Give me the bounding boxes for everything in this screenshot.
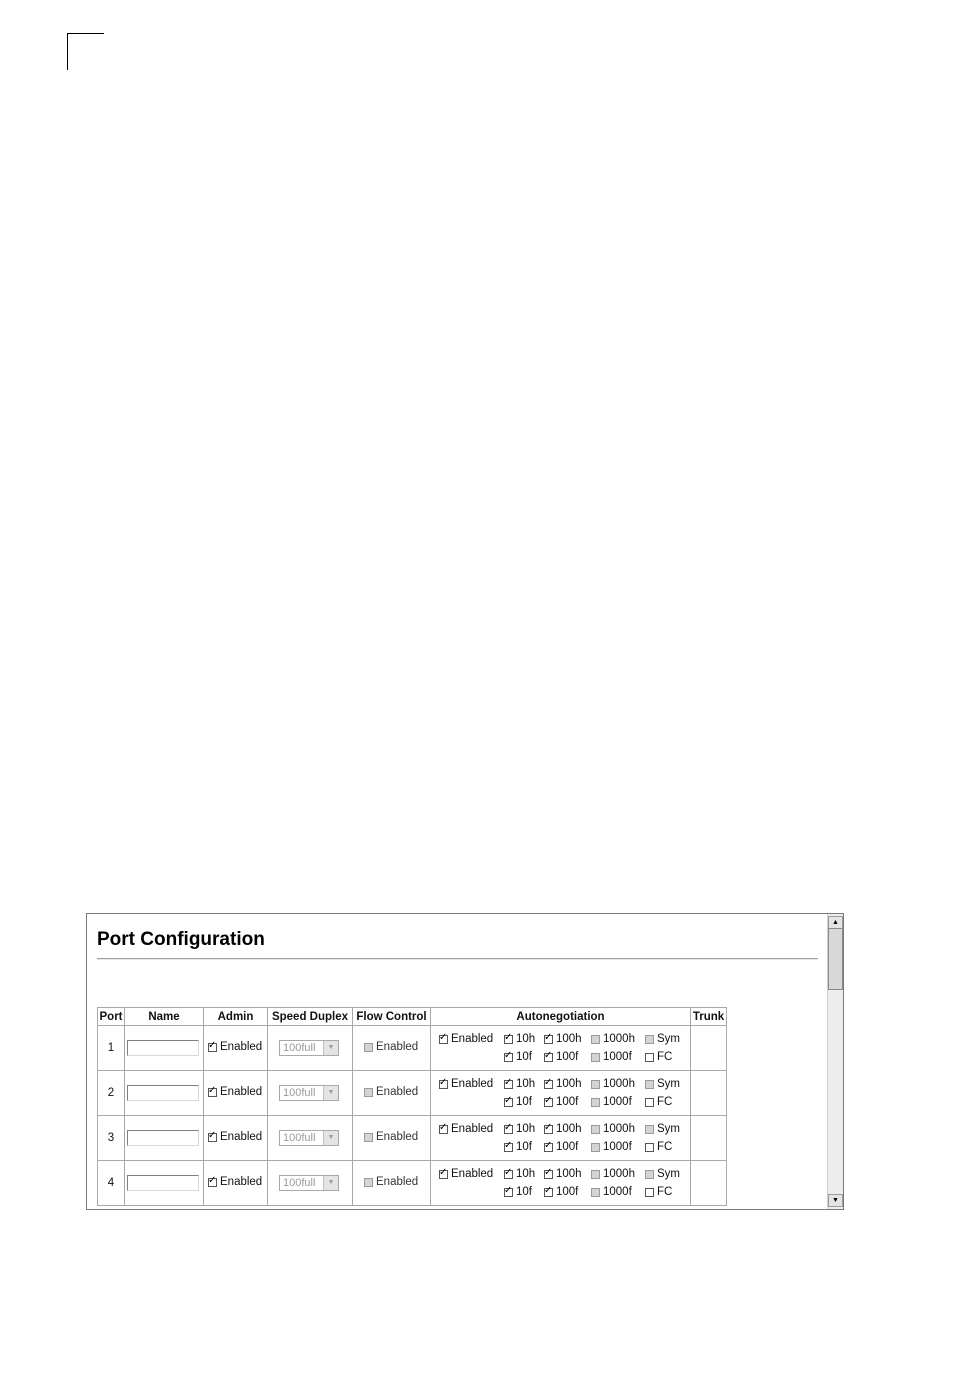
dropdown-arrow-icon: ▼ (323, 1086, 338, 1100)
flow-control-label: Enabled (376, 1086, 419, 1099)
flow-control-checkbox[interactable] (353, 1176, 418, 1188)
checkbox-icon (591, 1053, 600, 1062)
cap-10f-label: 10f (516, 1186, 532, 1198)
cap-100h-label: 100h (556, 1123, 582, 1135)
cap-1000f-label: 1000f (603, 1141, 632, 1153)
checkbox-icon (439, 1170, 448, 1179)
speed-cell (268, 1071, 353, 1116)
checkbox-icon (544, 1188, 553, 1197)
checkbox-icon (504, 1035, 513, 1044)
cap-fc-label: FC (657, 1096, 673, 1108)
checkbox-icon (591, 1080, 600, 1089)
cap-fc-checkbox[interactable] (645, 1051, 690, 1063)
port-number-text: 2 (107, 1087, 115, 1099)
cap-100h-checkbox[interactable] (544, 1123, 591, 1135)
flow-control-checkbox[interactable] (353, 1086, 418, 1098)
cap-10h-checkbox[interactable] (504, 1168, 544, 1180)
autoneg-enabled-label: Enabled (451, 1033, 494, 1045)
checkbox-icon (364, 1133, 373, 1142)
page-title: Port Configuration (97, 929, 265, 950)
cap-sym-label: Sym (657, 1033, 680, 1045)
checkbox-icon (504, 1188, 513, 1197)
cap-100h-checkbox[interactable] (544, 1033, 591, 1045)
checkbox-icon (591, 1125, 600, 1134)
speed-duplex-select[interactable] (279, 1085, 339, 1101)
checkbox-icon (364, 1043, 373, 1052)
checkbox-icon (591, 1098, 600, 1107)
flow-control-label: Enabled (376, 1041, 419, 1054)
header-port: Port (98, 1008, 125, 1026)
browser-frame (86, 913, 844, 1210)
speed-duplex-value: 100full (283, 1132, 316, 1144)
flow-control-label: Enabled (376, 1176, 419, 1189)
speed-duplex-value: 100full (283, 1087, 316, 1099)
autoneg-line-2 (431, 1183, 690, 1201)
speed-duplex-value: 100full (283, 1042, 316, 1054)
header-name: Name (125, 1008, 204, 1026)
scrollbar-thumb[interactable] (828, 928, 843, 990)
cap-10h-label: 10h (516, 1168, 536, 1180)
port-config-table (97, 1007, 727, 1206)
autoneg-enabled-label: Enabled (451, 1123, 494, 1135)
table-row (98, 1026, 727, 1071)
checkbox-icon (208, 1178, 217, 1187)
flow-cell (353, 1161, 431, 1206)
admin-cell (204, 1161, 268, 1206)
speed-cell (268, 1161, 353, 1206)
flow-control-checkbox[interactable] (353, 1131, 418, 1143)
checkbox-icon (645, 1143, 654, 1152)
cap-fc-label: FC (657, 1141, 673, 1153)
name-cell (125, 1026, 204, 1071)
checkbox-icon (544, 1143, 553, 1152)
trunk-cell (691, 1071, 727, 1116)
header-speed-duplex: Speed Duplex (268, 1008, 353, 1026)
page-content (87, 914, 827, 1209)
port-number (98, 1161, 125, 1206)
autoneg-line-2 (431, 1138, 690, 1156)
checkbox-icon (544, 1080, 553, 1089)
vertical-scrollbar[interactable] (827, 914, 843, 1209)
cap-fc-checkbox[interactable] (645, 1096, 690, 1108)
cap-10f-label: 10f (516, 1096, 532, 1108)
table-row (98, 1071, 727, 1116)
crop-mark (67, 33, 104, 70)
autoneg-enabled-label: Enabled (451, 1168, 494, 1180)
cap-fc-checkbox[interactable] (645, 1141, 690, 1153)
autoneg-cell (431, 1071, 691, 1116)
cap-10h-label: 10h (516, 1078, 536, 1090)
cap-10f-checkbox[interactable] (504, 1096, 544, 1108)
cap-10f-checkbox[interactable] (504, 1186, 544, 1198)
checkbox-icon (645, 1170, 654, 1179)
checkbox-icon (544, 1098, 553, 1107)
table-row (98, 1161, 727, 1206)
cap-1000f-label: 1000f (603, 1186, 632, 1198)
checkbox-icon (208, 1043, 217, 1052)
checkbox-icon (645, 1125, 654, 1134)
name-cell (125, 1116, 204, 1161)
flow-cell (353, 1071, 431, 1116)
trunk-cell (691, 1116, 727, 1161)
checkbox-icon (364, 1088, 373, 1097)
admin-enabled-checkbox[interactable] (204, 1041, 262, 1053)
up-arrow-icon[interactable]: ▲ (828, 916, 843, 929)
cap-100h-checkbox[interactable] (544, 1078, 591, 1090)
cap-1000h-checkbox[interactable] (591, 1033, 645, 1045)
speed-duplex-select[interactable] (279, 1040, 339, 1056)
name-cell (125, 1071, 204, 1116)
port-name-input[interactable] (127, 1085, 199, 1101)
trunk-cell (691, 1161, 727, 1206)
port-number-text: 3 (107, 1132, 115, 1144)
port-number (98, 1116, 125, 1161)
admin-enabled-label: Enabled (220, 1176, 263, 1189)
checkbox-icon (504, 1143, 513, 1152)
autoneg-cell (431, 1026, 691, 1071)
cap-100h-checkbox[interactable] (544, 1168, 591, 1180)
autoneg-line-2 (431, 1093, 690, 1111)
checkbox-icon (544, 1053, 553, 1062)
speed-cell (268, 1116, 353, 1161)
cap-10f-checkbox[interactable] (504, 1141, 544, 1153)
port-number (98, 1026, 125, 1071)
port-name-input[interactable] (127, 1130, 199, 1146)
port-number-text: 4 (107, 1177, 115, 1189)
speed-cell (268, 1026, 353, 1071)
cap-1000h-checkbox[interactable] (591, 1168, 645, 1180)
cap-sym-label: Sym (657, 1168, 680, 1180)
admin-enabled-checkbox[interactable] (204, 1176, 262, 1188)
cap-fc-checkbox[interactable] (645, 1186, 690, 1198)
cap-1000h-label: 1000h (603, 1123, 635, 1135)
autoneg-enabled-checkbox[interactable] (431, 1168, 504, 1180)
cap-1000f-label: 1000f (603, 1051, 632, 1063)
autoneg-line-2 (431, 1048, 690, 1066)
cap-100f-label: 100f (556, 1141, 579, 1153)
port-name-input[interactable] (127, 1040, 199, 1056)
autoneg-enabled-checkbox[interactable] (431, 1078, 504, 1090)
dropdown-arrow-icon: ▼ (323, 1176, 338, 1190)
autoneg-enabled-label: Enabled (451, 1078, 494, 1090)
flow-cell (353, 1026, 431, 1071)
table-row (98, 1116, 727, 1161)
admin-cell (204, 1116, 268, 1161)
admin-enabled-label: Enabled (220, 1131, 263, 1144)
admin-enabled-checkbox[interactable] (204, 1086, 262, 1098)
table-header-row (98, 1008, 727, 1026)
autoneg-enabled-checkbox[interactable] (431, 1033, 504, 1045)
checkbox-icon (645, 1098, 654, 1107)
cap-1000h-checkbox[interactable] (591, 1123, 645, 1135)
cap-10h-label: 10h (516, 1123, 536, 1135)
checkbox-icon (645, 1053, 654, 1062)
admin-cell (204, 1071, 268, 1116)
autoneg-cell (431, 1116, 691, 1161)
cap-1000h-label: 1000h (603, 1078, 635, 1090)
trunk-cell (691, 1026, 727, 1071)
cap-10h-checkbox[interactable] (504, 1078, 544, 1090)
checkbox-icon (208, 1133, 217, 1142)
checkbox-icon (504, 1080, 513, 1089)
autoneg-line-1 (431, 1030, 690, 1048)
admin-enabled-label: Enabled (220, 1086, 263, 1099)
cap-1000f-label: 1000f (603, 1096, 632, 1108)
cap-1000f-checkbox[interactable] (591, 1096, 645, 1108)
speed-duplex-value: 100full (283, 1177, 316, 1189)
checkbox-icon (591, 1035, 600, 1044)
checkbox-icon (504, 1170, 513, 1179)
cap-100f-checkbox[interactable] (544, 1096, 591, 1108)
checkbox-icon (208, 1088, 217, 1097)
cap-sym-checkbox[interactable] (645, 1168, 690, 1180)
header-trunk: Trunk (691, 1008, 727, 1026)
cap-10f-label: 10f (516, 1141, 532, 1153)
checkbox-icon (439, 1035, 448, 1044)
cap-sym-label: Sym (657, 1078, 680, 1090)
admin-enabled-checkbox[interactable] (204, 1131, 262, 1143)
checkbox-icon (645, 1188, 654, 1197)
port-number-text: 1 (107, 1042, 115, 1054)
table-body (98, 1026, 727, 1206)
flow-cell (353, 1116, 431, 1161)
cap-10f-label: 10f (516, 1051, 532, 1063)
header-autonegotiation: Autonegotiation (431, 1008, 691, 1026)
checkbox-icon (645, 1080, 654, 1089)
cap-100f-label: 100f (556, 1096, 579, 1108)
dropdown-arrow-icon: ▼ (323, 1131, 338, 1145)
flow-control-label: Enabled (376, 1131, 419, 1144)
dropdown-arrow-icon: ▼ (323, 1041, 338, 1055)
checkbox-icon (544, 1170, 553, 1179)
checkbox-icon (439, 1125, 448, 1134)
port-number (98, 1071, 125, 1116)
cap-10h-checkbox[interactable] (504, 1033, 544, 1045)
checkbox-icon (439, 1080, 448, 1089)
cap-100h-label: 100h (556, 1033, 582, 1045)
checkbox-icon (364, 1178, 373, 1187)
cap-sym-checkbox[interactable] (645, 1033, 690, 1045)
port-name-input[interactable] (127, 1175, 199, 1191)
cap-1000f-checkbox[interactable] (591, 1186, 645, 1198)
cap-10h-checkbox[interactable] (504, 1123, 544, 1135)
cap-sym-label: Sym (657, 1123, 680, 1135)
cap-100f-label: 100f (556, 1051, 579, 1063)
cap-100f-checkbox[interactable] (544, 1141, 591, 1153)
cap-1000h-checkbox[interactable] (591, 1078, 645, 1090)
checkbox-icon (544, 1035, 553, 1044)
checkbox-icon (591, 1170, 600, 1179)
speed-duplex-select[interactable] (279, 1175, 339, 1191)
name-cell (125, 1161, 204, 1206)
flow-control-checkbox[interactable] (353, 1041, 418, 1053)
autoneg-line-1 (431, 1075, 690, 1093)
autoneg-enabled-checkbox[interactable] (431, 1123, 504, 1135)
checkbox-icon (591, 1188, 600, 1197)
checkbox-icon (504, 1053, 513, 1062)
autoneg-line-1 (431, 1165, 690, 1183)
cap-1000h-label: 1000h (603, 1168, 635, 1180)
cap-10f-checkbox[interactable] (504, 1051, 544, 1063)
header-admin: Admin (204, 1008, 268, 1026)
cap-fc-label: FC (657, 1051, 673, 1063)
cap-10h-label: 10h (516, 1033, 536, 1045)
header-flow-control: Flow Control (353, 1008, 431, 1026)
autoneg-cell (431, 1161, 691, 1206)
title-divider (97, 958, 818, 960)
checkbox-icon (544, 1125, 553, 1134)
cap-100f-label: 100f (556, 1186, 579, 1198)
cap-100f-checkbox[interactable] (544, 1186, 591, 1198)
cap-1000f-checkbox[interactable] (591, 1141, 645, 1153)
checkbox-icon (591, 1143, 600, 1152)
cap-1000f-checkbox[interactable] (591, 1051, 645, 1063)
autoneg-line-1 (431, 1120, 690, 1138)
cap-100h-label: 100h (556, 1168, 582, 1180)
checkbox-icon (504, 1125, 513, 1134)
speed-duplex-select[interactable] (279, 1130, 339, 1146)
cap-100f-checkbox[interactable] (544, 1051, 591, 1063)
cap-sym-checkbox[interactable] (645, 1123, 690, 1135)
cap-100h-label: 100h (556, 1078, 582, 1090)
cap-fc-label: FC (657, 1186, 673, 1198)
cap-sym-checkbox[interactable] (645, 1078, 690, 1090)
admin-cell (204, 1026, 268, 1071)
down-arrow-icon[interactable]: ▼ (828, 1194, 843, 1207)
admin-enabled-label: Enabled (220, 1041, 263, 1054)
checkbox-icon (504, 1098, 513, 1107)
checkbox-icon (645, 1035, 654, 1044)
cap-1000h-label: 1000h (603, 1033, 635, 1045)
